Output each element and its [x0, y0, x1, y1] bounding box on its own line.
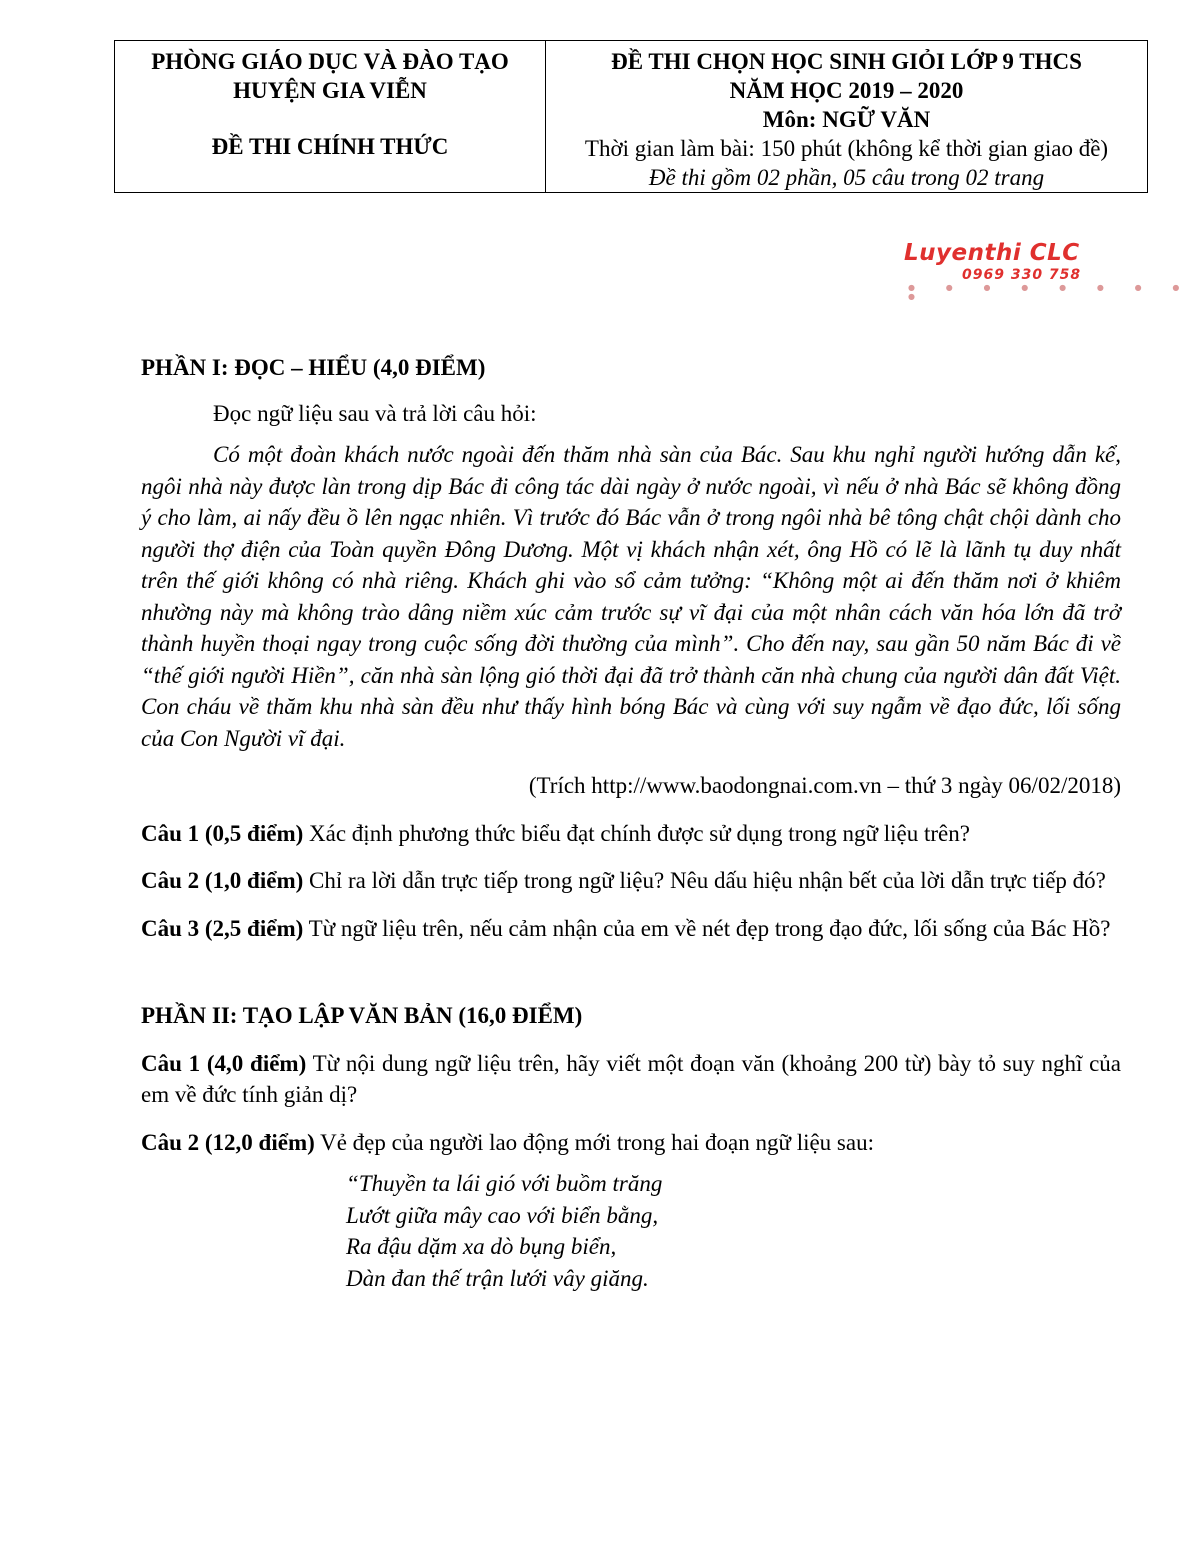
header-left-cell	[115, 41, 546, 193]
exam-duration: Thời gian làm bài: 150 phút (không kể thời gian giao đề)	[584, 136, 1109, 161]
question-label: Câu 1 (4,0 điểm)	[141, 1050, 307, 1076]
question-text: Chỉ ra lời dẫn trực tiếp trong ngữ liệu? Nêu dấu hiệu nhận bết của lời dẫn trực tiếp đó?	[303, 868, 1106, 893]
question-label: Câu 1 (0,5 điểm)	[141, 820, 304, 846]
watermark-logo	[904, 240, 1200, 301]
poem-line: Lướt giữa mây cao với biển bằng,	[346, 1202, 659, 1228]
part2-title: PHẦN II: TẠO LẬP VĂN BẢN (16,0 ĐIỂM)	[141, 1003, 583, 1028]
exam-header	[114, 40, 1148, 193]
poem-excerpt	[346, 1168, 1121, 1294]
part1-question-3	[141, 913, 1121, 945]
question-label: Câu 3 (2,5 điểm)	[141, 915, 304, 941]
part1-title: PHẦN I: ĐỌC – HIỂU (4,0 ĐIỂM)	[141, 355, 486, 380]
part1-question-2	[141, 865, 1121, 897]
question-text: Xác định phương thức biểu đạt chính được sử dụng trong ngữ liệu trên?	[303, 820, 970, 846]
question-label: Câu 2 (12,0 điểm)	[141, 1129, 315, 1155]
exam-body	[141, 352, 1121, 1294]
watermark-dots: ● ● ● ● ● ● ● ● ●	[908, 283, 1194, 301]
question-text: Vẻ đẹp của người lao động mới trong hai đoạn ngữ liệu sau:	[314, 1129, 874, 1155]
watermark-phone: 0969 330 758	[962, 267, 1082, 283]
part1-question-1	[141, 818, 1121, 850]
question-text: Từ nội dung ngữ liệu trên, hãy viết một đoạn văn (khoảng 200 từ) bày tỏ suy nghĩ của em về đức tính giản dị?	[141, 1050, 1121, 1107]
part2-question-2	[141, 1127, 1121, 1159]
exam-title: ĐỀ THI CHỌN HỌC SINH GIỎI LỚP 9 THCS	[611, 49, 1082, 74]
part2-question-1	[141, 1048, 1121, 1111]
header-right-cell	[546, 41, 1148, 193]
reading-passage: Có một đoàn khách nước ngoài đến thăm nhà sàn của Bác. Sau khu nghỉ người hướng dẫn kể, ngôi nhà này được làn trong dịp Bác đi công tác dài ngày ở nước ngoài, vì nếu ở nhà Bác sẽ không đồng ý cho làm, ai nấy đều ồ lên ngạc nhiên. Vì trước đó Bác vẫn ở trong ngôi nhà bê tông chật chội dành cho người thợ điện của Toàn quyền Đông Dương. Một vị khách nhận xét, ông Hồ có lẽ là lãnh tụ duy nhất trên thế giới không có nhà riêng. Khách ghi vào sổ cảm tưởng: “Không một ai đến thăm nơi ở khiêm nhường này mà không trào dâng niềm xúc cảm trước sự vĩ đại của một nhân cách văn hóa lớn đã trở thành huyền thoại ngay trong cuộc sống đời thường của mình”. Cho đến nay, sau gần 50 năm Bác đi về “thế giới người Hiền”, căn nhà sàn lộng gió thời đại đã trở thành căn nhà chung của người dân đất Việt. Con cháu về thăm khu nhà sàn đều như thấy hình bóng Bác và cùng với suy ngẫm về đạo đức, lối sống của Con Người vĩ đại.	[141, 442, 1121, 751]
watermark-name: Luyenthi CLC	[904, 240, 1080, 266]
subject: Môn: NGỮ VĂN	[762, 107, 931, 132]
official-exam-label: ĐỀ THI CHÍNH THỨC	[211, 134, 449, 159]
part1-instruction: Đọc ngữ liệu sau và trả lời câu hỏi:	[213, 400, 537, 426]
poem-line: “Thuyền ta lái gió với buồm trăng	[346, 1171, 663, 1196]
poem-line: Ra đậu dặm xa dò bụng biển,	[346, 1234, 617, 1259]
exam-structure-note: Đề thi gồm 02 phần, 05 câu trong 02 trang	[648, 165, 1045, 190]
department-name: PHÒNG GIÁO DỤC VÀ ĐÀO TẠO	[151, 49, 509, 74]
school-year: NĂM HỌC 2019 – 2020	[729, 78, 964, 103]
district-name: HUYỆN GIA VIỄN	[233, 78, 427, 103]
question-label: Câu 2 (1,0 điểm)	[141, 868, 304, 893]
poem-line: Dàn đan thế trận lưới vây giăng.	[346, 1265, 649, 1291]
question-text: Từ ngữ liệu trên, nếu cảm nhận của em về nét đẹp trong đạo đức, lối sống của Bác Hồ?	[303, 915, 1111, 941]
passage-source: (Trích http://www.baodongnai.com.vn – thứ 3 ngày 06/02/2018)	[528, 773, 1121, 798]
